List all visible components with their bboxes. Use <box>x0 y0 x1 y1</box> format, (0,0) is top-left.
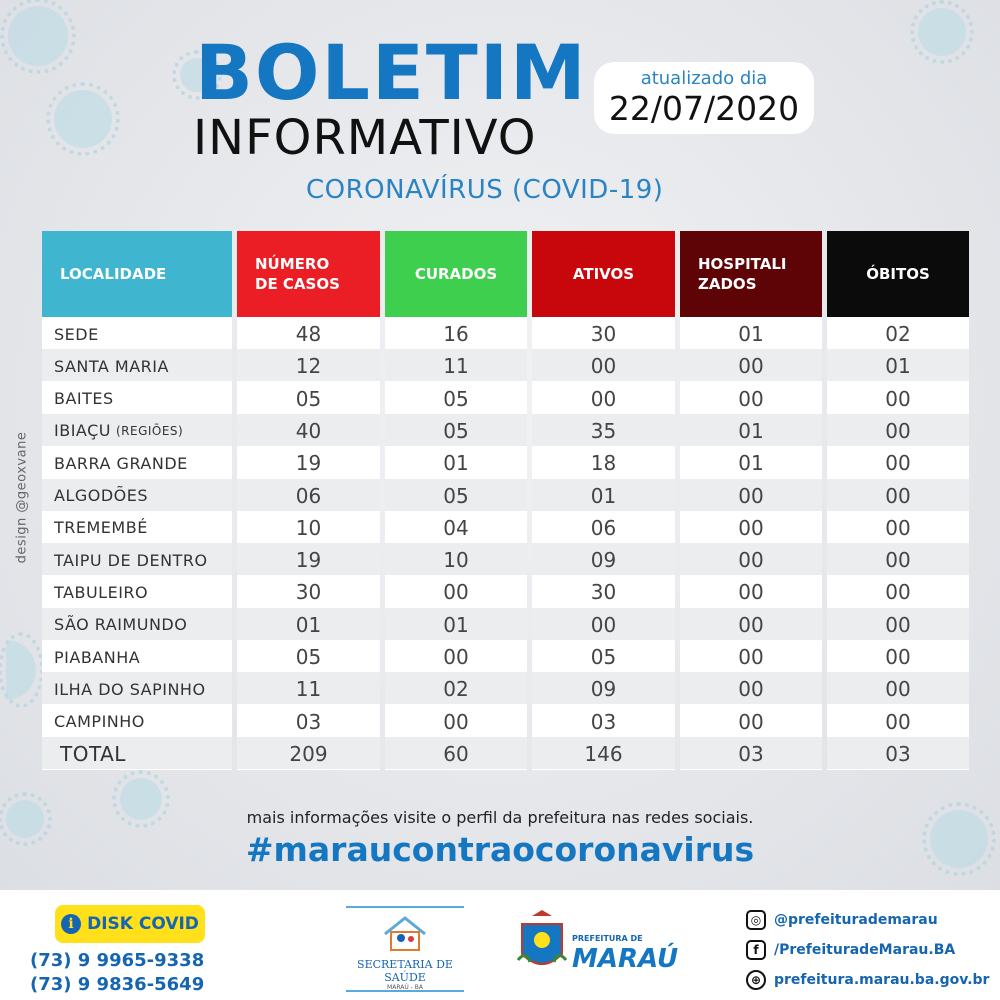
localidade-name: TREMEMBÉ <box>54 518 148 538</box>
table-cell-obitos: 00 <box>885 677 911 702</box>
instagram-link[interactable] <box>746 910 938 930</box>
table-cell-obitos: 00 <box>885 548 911 573</box>
table-cell-ativos: 18 <box>590 451 617 476</box>
hashtag-link[interactable]: #maraucontraocoronavirus <box>245 830 755 869</box>
update-date-badge <box>594 62 814 134</box>
page-subtitle: CORONAVÍRUS (COVID-19) <box>306 175 664 205</box>
saude-logo-sub: MARAÚ - BA <box>387 984 423 991</box>
table-cell-localidade <box>42 512 232 544</box>
table-cell-obitos: 00 <box>885 580 911 605</box>
facebook-icon: f <box>746 940 766 960</box>
localidade-name: ILHA DO SAPINHO <box>54 679 206 699</box>
localidade-name: SANTA MARIA <box>54 356 169 376</box>
table-cell-casos: 209 <box>289 741 328 766</box>
localidade-suffix: (REGIÕES) <box>115 423 184 438</box>
localidade-name: PIABANHA <box>54 647 141 667</box>
page-title: BOLETIM <box>195 28 588 117</box>
table-cell-ativos: 30 <box>590 322 617 346</box>
column-header: HOSPITALI ZADOS <box>680 231 822 317</box>
table-cell-obitos: 00 <box>885 451 911 476</box>
table-cell-hospitalizados: 00 <box>738 580 764 605</box>
municipal-seal-icon <box>516 910 568 980</box>
table-cell-casos: 03 <box>295 709 322 734</box>
table-cell-hospitalizados: 00 <box>738 386 764 411</box>
page-title-secondary: INFORMATIVO <box>193 110 537 166</box>
table-cell-curados: 05 <box>443 386 469 411</box>
table-cell-localidade <box>42 609 232 641</box>
table-cell-ativos: 00 <box>590 354 617 379</box>
table-cell-obitos: 00 <box>885 709 911 734</box>
table-cell-curados: 01 <box>443 612 469 637</box>
table-cell-curados: 16 <box>443 322 469 346</box>
facebook-handle: /PrefeituradeMarau.BA <box>774 942 956 958</box>
localidade-name: TAIPU DE DENTRO <box>54 550 208 570</box>
table-cell-ativos: 09 <box>590 677 617 702</box>
table-cell-hospitalizados: 00 <box>738 677 764 702</box>
table-cell-localidade <box>42 738 232 770</box>
virus-decoration-icon <box>918 8 966 56</box>
table-cell-casos: 11 <box>295 677 322 702</box>
column-header: CURADOS <box>385 231 527 317</box>
table-cell-casos: 01 <box>295 612 322 637</box>
table-cell-localidade <box>42 383 232 415</box>
table-cell-localidade <box>42 576 232 608</box>
table-cell-casos: 19 <box>295 451 322 476</box>
virus-decoration-icon <box>54 90 112 148</box>
marau-logo-small: PREFEITURA DE <box>572 934 643 943</box>
table-cell-localidade <box>42 673 232 705</box>
column-header: NÚMERO DE CASOS <box>237 231 380 317</box>
localidade-name: SEDE <box>54 324 99 344</box>
disk-covid-label: DISK COVID <box>87 914 199 934</box>
table-cell-curados: 05 <box>443 418 469 443</box>
virus-decoration-icon <box>6 640 36 700</box>
facebook-link[interactable] <box>746 940 955 960</box>
table-cell-casos: 30 <box>295 580 322 605</box>
table-cell-curados: 11 <box>443 354 469 379</box>
table-cell-localidade <box>42 318 232 350</box>
table-cell-hospitalizados: 01 <box>738 322 764 346</box>
table-cell-localidade <box>42 641 232 673</box>
table-cell-hospitalizados: 01 <box>738 451 764 476</box>
table-cell-obitos: 01 <box>885 354 911 379</box>
localidade-name: BARRA GRANDE <box>54 453 188 473</box>
marau-logo-big: MARAÚ <box>572 944 679 974</box>
virus-decoration-icon <box>8 6 68 66</box>
table-cell-obitos: 00 <box>885 386 911 411</box>
phone-number[interactable]: (73) 9 9836-5649 <box>30 974 205 995</box>
table-cell-curados: 00 <box>443 645 469 669</box>
table-cell-hospitalizados: 00 <box>738 645 764 669</box>
house-family-icon <box>375 914 435 954</box>
table-cell-ativos: 35 <box>590 418 617 443</box>
table-cell-curados: 05 <box>443 483 469 508</box>
column-header: LOCALIDADE <box>42 231 232 317</box>
table-cell-obitos: 00 <box>885 645 911 669</box>
info-icon: i <box>61 914 81 934</box>
localidade-name: IBIAÇU <box>54 421 111 441</box>
saude-logo-text: SECRETARIA DE SAÚDE <box>357 958 453 984</box>
table-cell-ativos: 05 <box>590 645 617 669</box>
localidade-name: SÃO RAIMUNDO <box>54 615 188 635</box>
table-cell-hospitalizados: 03 <box>738 741 764 766</box>
table-cell-casos: 05 <box>295 386 322 411</box>
instagram-handle: @prefeiturademarau <box>774 912 938 928</box>
column-header: ÓBITOS <box>827 231 969 317</box>
design-credit: design @geoxvane <box>14 431 30 564</box>
table-cell-ativos: 01 <box>590 483 617 508</box>
table-cell-ativos: 00 <box>590 386 617 411</box>
update-date-label: atualizado dia <box>640 68 768 89</box>
table-cell-obitos: 00 <box>885 612 911 637</box>
table-cell-casos: 06 <box>295 483 322 508</box>
table-cell-localidade <box>42 544 232 576</box>
table-cell-ativos: 00 <box>590 612 617 637</box>
table-cell-curados: 00 <box>443 709 469 734</box>
table-cell-curados: 04 <box>443 515 469 540</box>
prefeitura-marau-logo <box>516 910 679 990</box>
phone-number[interactable]: (73) 9 9965-9338 <box>30 950 205 971</box>
update-date-value: 22/07/2020 <box>608 89 800 128</box>
table-cell-ativos: 146 <box>584 741 623 766</box>
table-cell-hospitalizados: 00 <box>738 515 764 540</box>
localidade-name: BAITES <box>54 389 114 409</box>
table-cell-obitos: 00 <box>885 418 911 443</box>
table-cell-curados: 02 <box>443 677 469 702</box>
localidade-name: TOTAL <box>60 741 126 766</box>
secretaria-saude-logo <box>346 906 464 992</box>
table-cell-obitos: 00 <box>885 483 911 508</box>
table-cell-ativos: 06 <box>590 515 617 540</box>
website-url: prefeitura.marau.ba.gov.br <box>774 972 990 988</box>
website-link[interactable] <box>746 970 989 990</box>
disk-covid-badge <box>55 905 205 943</box>
table-cell-casos: 48 <box>295 322 322 346</box>
table-cell-localidade <box>42 447 232 479</box>
instagram-icon: ◎ <box>746 910 766 930</box>
localidade-name: ALGODÕES <box>54 486 149 505</box>
table-cell-obitos: 00 <box>885 515 911 540</box>
globe-icon: ⊕ <box>746 970 766 990</box>
table-cell-curados: 01 <box>443 451 469 476</box>
table-cell-casos: 05 <box>295 645 322 669</box>
table-cell-hospitalizados: 00 <box>738 354 764 379</box>
table-cell-localidade <box>42 415 232 447</box>
table-cell-hospitalizados: 01 <box>738 418 764 443</box>
table-cell-curados: 60 <box>443 741 469 766</box>
table-cell-ativos: 30 <box>590 580 617 605</box>
table-cell-localidade <box>42 706 232 738</box>
table-cell-hospitalizados: 00 <box>738 548 764 573</box>
table-cell-localidade <box>42 350 232 382</box>
localidade-name: CAMPINHO <box>54 712 145 732</box>
table-cell-obitos: 02 <box>885 322 911 346</box>
table-cell-hospitalizados: 00 <box>738 612 764 637</box>
table-cell-ativos: 03 <box>590 709 617 734</box>
table-cell-casos: 19 <box>295 548 322 573</box>
table-cell-localidade <box>42 480 232 512</box>
table-cell-curados: 00 <box>443 580 469 605</box>
table-cell-casos: 12 <box>295 354 322 379</box>
column-header: ATIVOS <box>532 231 675 317</box>
info-text: mais informações visite o perfil da prefeitura nas redes sociais. <box>246 808 754 827</box>
table-cell-casos: 10 <box>295 515 322 540</box>
table-cell-casos: 40 <box>295 418 322 443</box>
table-cell-hospitalizados: 00 <box>738 709 764 734</box>
table-cell-curados: 10 <box>443 548 469 573</box>
table-cell-hospitalizados: 00 <box>738 483 764 508</box>
table-cell-obitos: 03 <box>885 741 911 766</box>
table-cell-ativos: 09 <box>590 548 617 573</box>
localidade-name: TABULEIRO <box>54 582 149 602</box>
